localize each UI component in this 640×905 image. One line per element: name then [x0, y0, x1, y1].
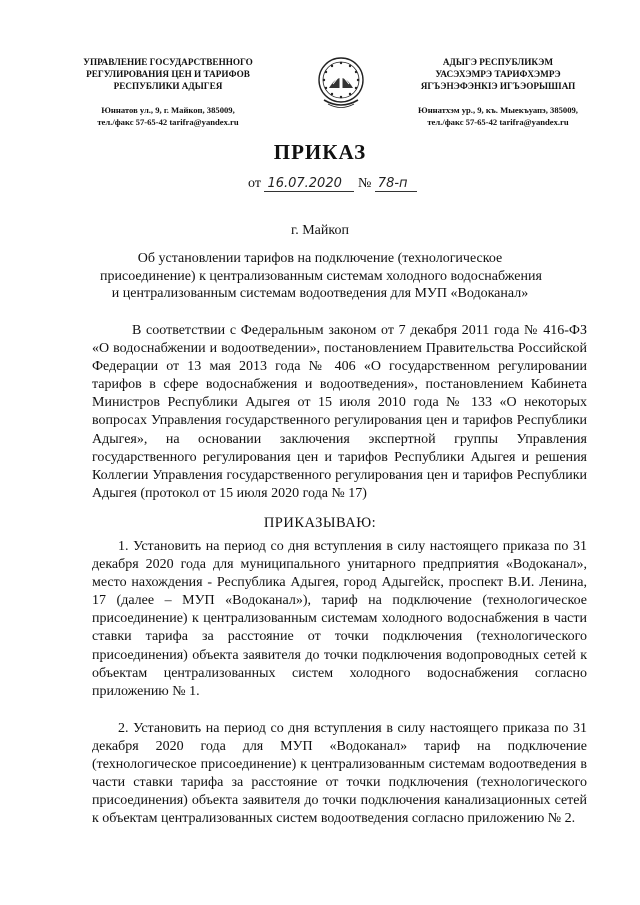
- date-number-line: [248, 176, 417, 192]
- header-right-addr-line: Юннатхэм ур., 9, къ. Мыекъуапэ, 385009,: [418, 105, 578, 115]
- subject-line: Об установлении тарифов на подключение (технологическое: [137, 251, 503, 266]
- number-sign: №: [357, 176, 372, 191]
- header-left-address: [55, 104, 281, 128]
- city: г. Майкоп: [291, 223, 349, 238]
- order-item-2: 2. Установить на период со дня вступления в силу настоящего приказа по 31 декабря 2020 года для МУП «Водоканал» тариф на подключение (технологическое присоединение) к централизованным системам водоотведения в части ставки тарифа за расстояние от точки подключения (технологического присоединения) объекта заявителя до точки подключения канализационных сетей к объектам централизованных систем водоотведения согласно приложению № 2.: [92, 721, 587, 827]
- header-right-addr-line: тел./факс 57-65-42 tarifra@yandex.ru: [427, 117, 569, 127]
- header-left-org-name: [55, 56, 281, 92]
- orders-heading: ПРИКАЗЫВАЮ:: [263, 515, 377, 531]
- header-left-org-line: РЕГУЛИРОВАНИЯ ЦЕН И ТАРИФОВ: [86, 69, 250, 79]
- coat-of-arms-icon: [316, 54, 366, 112]
- header-right-org-line: ЯГЪЭНЭФЭНКІЭ ИГЪЭОРЫШІАП: [420, 81, 576, 91]
- header-right-org-line: АДЫГЭ РЕСПУБЛИКЭМ: [442, 57, 554, 67]
- document-subject: [100, 250, 540, 303]
- subject-line: присоединение) к централизованным системам холодного водоснабжения: [100, 268, 542, 284]
- header-right-address: [385, 104, 611, 128]
- header-left-addr-line: тел./факс 57-65-42 tarifra@yandex.ru: [97, 117, 239, 127]
- subject-line: и централизованным системам водоотведения для МУП «Водоканал»: [111, 286, 529, 301]
- header-left-addr-line: Юннатов ул., 9, г. Майкоп, 385009,: [101, 105, 235, 115]
- header-left-org-line: РЕСПУБЛИКИ АДЫГЕЯ: [113, 81, 223, 91]
- order-item-1: 1. Установить на период со дня вступления в силу настоящего приказа по 31 декабря 2020 года для муниципального унитарного предприятия «Водоканал», место нахождения - Республика Адыгея, город Адыгейск, проспект В.И. Ленина, 17 (далее – МУП «Водоканал»), тариф на подключение (технологическое присоединение) к централизованным системам холодного водоснабжения в части ставки тарифа за расстояние от точки подключения (технологического присоединения) объекта заявителя до точки подключения водопроводных сетей к объектам централизованных систем холодного водоснабжения согласно приложению № 1.: [92, 539, 587, 699]
- header-right-org-line: УАСЭХЭМРЭ ТАРИФХЭМРЭ: [435, 69, 561, 79]
- document-title: ПРИКАЗ: [273, 140, 367, 164]
- number-handwritten: 78-п: [375, 177, 417, 192]
- date-handwritten: 16.07.2020: [264, 177, 354, 192]
- header-left-org-line: УПРАВЛЕНИЕ ГОСУДАРСТВЕННОГО: [83, 57, 253, 67]
- header-right-org-name: [385, 56, 611, 92]
- preamble-paragraph: В соответствии с Федеральным законом от 7 декабря 2011 года № 416-ФЗ «О водоснабжении и водоотведении», постановлением Правительства Российской Федерации от 13 мая 2013 года № 406 «О государственном регулировании тарифов в сфере водоснабжения и водоотведения», постановлением Кабинета Министров Республики Адыгея от 15 июля 2010 года № 133 «О некоторых вопросах Управления государственного регулирования цен и тарифов Республики Адыгея», на основании заключения экспертной группы Управления государственного регулирования цен и тарифов Республики Адыгея и решения Коллегии Управления государственного регулирования цен и тарифов Республики Адыгея (протокол от 15 июля 2020 года № 17): [92, 323, 587, 501]
- date-prefix: от: [248, 176, 261, 191]
